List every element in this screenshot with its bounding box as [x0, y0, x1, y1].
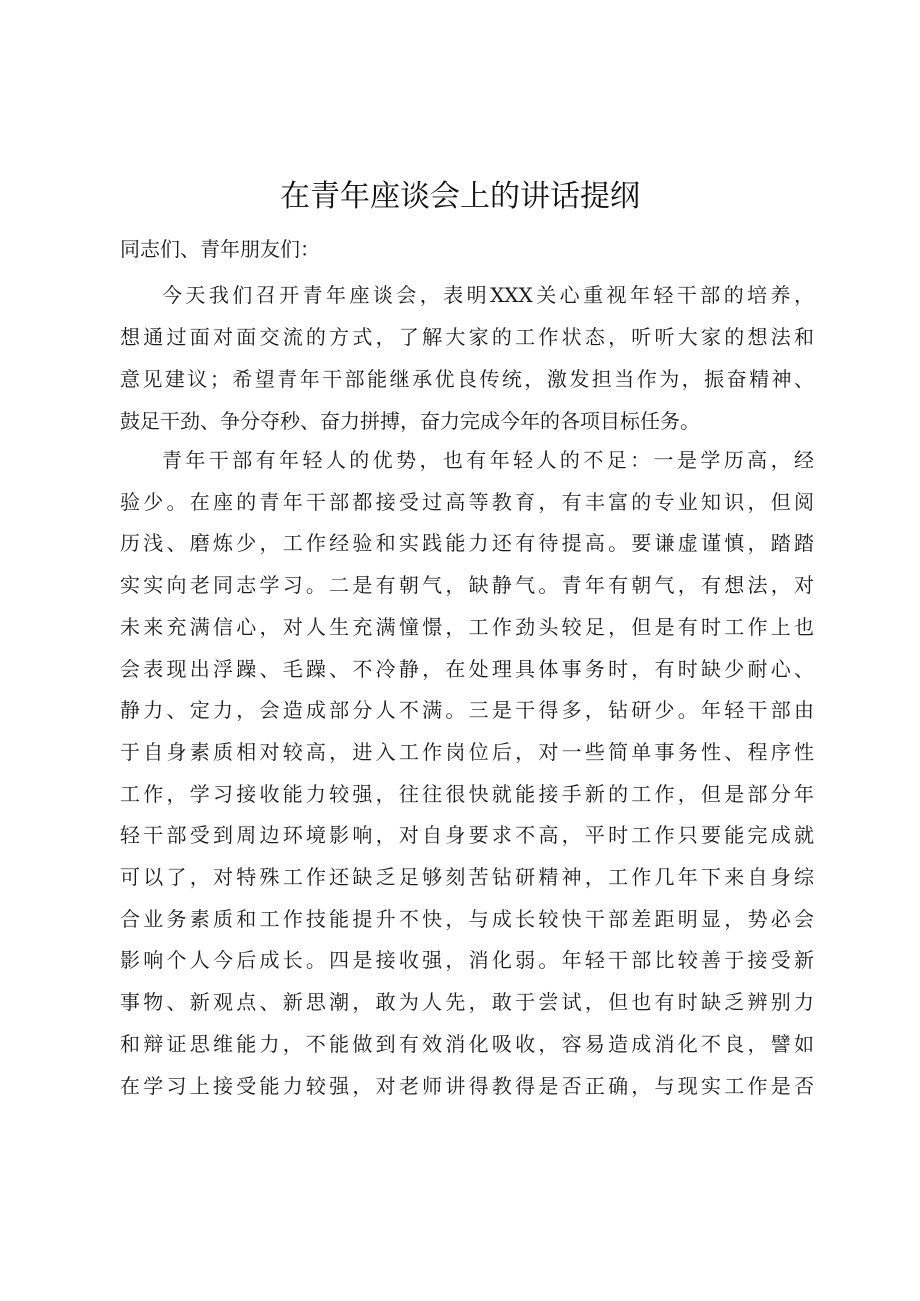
- paragraph-2-line: 和辩证思维能力，不能做到有效消化吸收，容易造成消化不良，譬如: [120, 1031, 814, 1056]
- paragraph-2-line: 静力、定力，会造成部分人不满。三是干得多，钻研少。年轻干部由: [120, 698, 814, 723]
- paragraph-2-line: 实实向老同志学习。二是有朝气，缺静气。青年有朝气，有想法，对: [120, 573, 814, 598]
- salutation: 同志们、青年朋友们：: [120, 237, 320, 261]
- paragraph-1-line: 今天我们召开青年座谈会，表明XXX关心重视年轻干部的培养，: [162, 283, 814, 307]
- paragraph-2-line: 会表现出浮躁、毛躁、不冷静，在处理具体事务时，有时缺少耐心、: [120, 656, 814, 681]
- paragraph-2-line: 可以了，对特殊工作还缺乏足够刻苦钻研精神，工作几年下来自身综: [120, 865, 814, 890]
- paragraph-2-line: 事物、新观点、新思潮，敢为人先，敢于尝试，但也有时缺乏辨别力: [120, 990, 814, 1015]
- paragraph-2-line: 青年干部有年轻人的优势，也有年轻人的不足：一是学历高，经: [162, 448, 814, 472]
- document-title: 在青年座谈会上的讲话提纲: [280, 179, 640, 214]
- paragraph-1-line: 意见建议；希望青年干部能继承优良传统，激发担当作为，振奋精神、: [120, 367, 814, 391]
- paragraph-2-line: 轻干部受到周边环境影响，对自身要求不高，平时工作只要能完成就: [120, 823, 814, 848]
- paragraph-1: [120, 274, 814, 442]
- paragraph-2-line: 工作，学习接收能力较强，往往很快就能接手新的工作，但是部分年: [120, 781, 814, 806]
- paragraph-1-line: 想通过面对面交流的方式，了解大家的工作状态，听听大家的想法和: [120, 325, 814, 349]
- paragraph-2-line: 在学习上接受能力较强，对老师讲得教得是否正确，与现实工作是否: [120, 1073, 814, 1098]
- paragraph-2-line: 未来充满信心，对人生充满憧憬，工作劲头较足，但是有时工作上也: [120, 614, 814, 639]
- paragraph-2-line: 合业务素质和工作技能提升不快，与成长较快干部差距明显，势必会: [120, 906, 814, 931]
- paragraph-2-line: 于自身素质相对较高，进入工作岗位后，对一些简单事务性、程序性: [120, 739, 814, 764]
- paragraph-2-line: 验少。在座的青年干部都接受过高等教育，有丰富的专业知识，但阅: [120, 489, 814, 514]
- paragraph-1-line: 鼓足干劲、争分夺秒、奋力拼搏，奋力完成今年的各项目标任务。: [120, 409, 700, 433]
- paragraph-2-line: 历浅、磨炼少，工作经验和实践能力还有待提高。要谦虚谨慎，踏踏: [120, 531, 814, 556]
- paragraph-2-line: 影响个人今后成长。四是接收强，消化弱。年轻干部比较善于接受新: [120, 948, 814, 973]
- paragraph-2: [120, 440, 814, 1107]
